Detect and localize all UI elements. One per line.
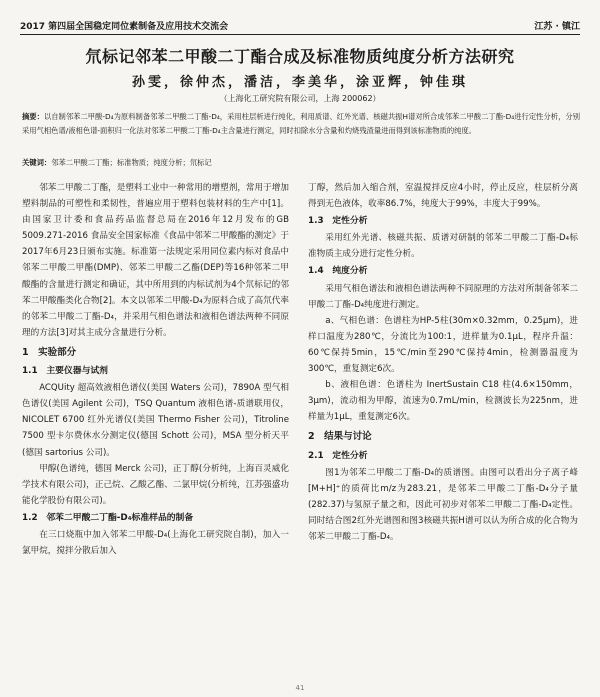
section-heading-1-3: 1.3 定性分析 (308, 216, 368, 227)
abstract-text: 以自制邻苯二甲酸-D₄为原料制备邻苯二甲酸二丁酯-D₄，采用柱层析进行纯化，利用质谱、红外光谱、核磁共振H谱对所合成邻苯二甲酸二丁酯-D₄进行定性分析，分别采用气相色谱/液相色谱-面积归一化法对邻苯二甲酸二丁酯-D₄主含量进行测定，同时扣除水分含量和灼烧残渣量进而得到该标准物质的纯度。 (22, 112, 581, 135)
running-header (20, 14, 580, 35)
preparation-continued: 丁醇，然后加入缩合剂，室温搅拌反应4小时，停止反应，柱层析分离得到无色液体，收率86.7%，纯度大于99%，丰度大于99%。 (308, 183, 578, 210)
section-heading-1-1: 1.1 主要仪器与试剂 (22, 366, 108, 377)
left-column (22, 180, 289, 559)
paper-affiliation: （上海化工研究院有限公司，上海 200062） (219, 94, 381, 103)
instruments-paragraph: ACQUity 超高效液相色谱仪(美国 Waters 公司)，7890A 型气相色谱仪(美国 Agilent 公司)，TSQ Quantum 液相色谱-质谱联用仪，NICOLET 6700 红外光谱仪(美国 Thermo Fisher 公司)，Titroline 7500 型卡尔费休水分测定仪(德国 Schott 公司)，MSA 型分析天平(德国 sartorius 公司)。 (22, 383, 289, 458)
section-heading-1: 1 实验部分 (22, 346, 77, 358)
abstract (22, 110, 580, 138)
keywords (22, 157, 580, 169)
keywords-text: 邻苯二甲酸二丁酯；标准物质；纯度分析；氘标记 (51, 158, 212, 167)
purity-paragraph: 采用气相色谱法和液相色谱法两种不同原理的方法对所制备邻苯二甲酸二丁酯-D₄纯度进行测定。 (308, 283, 578, 310)
section-heading-1-4: 1.4 纯度分析 (308, 266, 368, 277)
header-location: 江苏 · 镇江 (534, 22, 580, 32)
paper-title: 氘标记邻苯二甲酸二丁酯合成及标准物质纯度分析方法研究 (85, 47, 515, 66)
keywords-label: 关键词： (22, 158, 52, 167)
preparation-paragraph: 在三口烧瓶中加入邻苯二甲酸-D₄(上海化工研究院自制)，加入一氯甲烷，搅拌分散后加入 (22, 529, 289, 557)
header-conference: 2017 第四届全国稳定同位素制备及应用技术交流会 (20, 22, 229, 32)
section-heading-2: 2 结果与讨论 (308, 431, 372, 443)
lc-method-paragraph: b、液相色谱：色谱柱为 InertSustain C18 柱(4.6×150mm，3μm)，流动相为甲醇，流速为0.7mL/min，检测波长为225nm，进样量为1μL，重复测定6次。 (308, 380, 578, 423)
gc-method-paragraph: a、气相色谱：色谱柱为HP-5柱(30m×0.32mm，0.25μm)，进样口温度为280℃，分流比为100:1，进样量为0.1μL，程序升温：60℃保持5min，15℃/min至290℃保持4min，检测器温度为300℃，重复测定6次。 (308, 315, 578, 375)
paper-authors: 孙雯，徐仲杰，潘洁，李美华，涂亚辉，钟佳琪 (131, 75, 468, 90)
right-column (308, 180, 578, 545)
section-heading-2-1: 2.1 定性分析 (308, 450, 368, 461)
results-paragraph: 图1为邻苯二甲酸二丁酯-D₄的质谱图。由图可以看出分子离子峰[M+H]⁺的质荷比m/z为283.21，是邻苯二甲酸二丁酯-D₄分子量(282.37)与氢原子量之和，因此可初步对邻苯二甲酸二丁酯-D₄定性。同时结合图2红外光谱图和图3核磁共振H谱可以认为所合成的化合物为邻苯二甲酸二丁酯-D₄。 (308, 467, 578, 542)
qualitative-paragraph: 采用红外光谱、核磁共振、质谱对研制的邻苯二甲酸二丁酯-D₄标准物质主成分进行定性分析。 (308, 233, 578, 260)
reagents-paragraph: 甲醇(色谱纯，德国 Merck 公司)，正丁醇(分析纯，上海百灵威化学技术有限公司)，正己烷、乙酸乙酯、二氯甲烷(分析纯，江苏强盛功能化学股份有限公司)。 (22, 463, 289, 506)
intro-paragraph: 邻苯二甲酸二丁酯，是塑料工业中一种常用的增塑剂，常用于增加塑料制品的可塑性和柔韧性，普遍应用于塑料包装材料的生产中[1]。由国家卫计委和食品药品监督总局在2016年12月发布的GB 5009.271-2016 食品安全国家标准《食品中邻苯二甲酸酯的测定》于2017年6月23日颁布实施。标准第一法规定采用同位素内标对食品中邻苯二甲酸二甲酯(DMP)、邻苯二甲酸二乙酯(DEP)等16种邻苯二甲酸酯的含量进行测定和确证，其中所用到的内标试剂为4个氘标记的邻苯二甲酸酯类化合物[2]。本文以邻苯二甲酸-D₄为原料合成了高氘代率的邻苯二甲酸二丁酯-D₄，并采用气相色谱法和液相色谱法两种不同原理的方法[3]对其主成分含量进行分析。 (22, 183, 289, 338)
section-heading-1-2: 1.2 邻苯二甲酸二丁酯-D₄标准样品的制备 (22, 512, 194, 523)
abstract-label: 摘要： (22, 112, 44, 121)
page-number: 41 (295, 684, 305, 692)
